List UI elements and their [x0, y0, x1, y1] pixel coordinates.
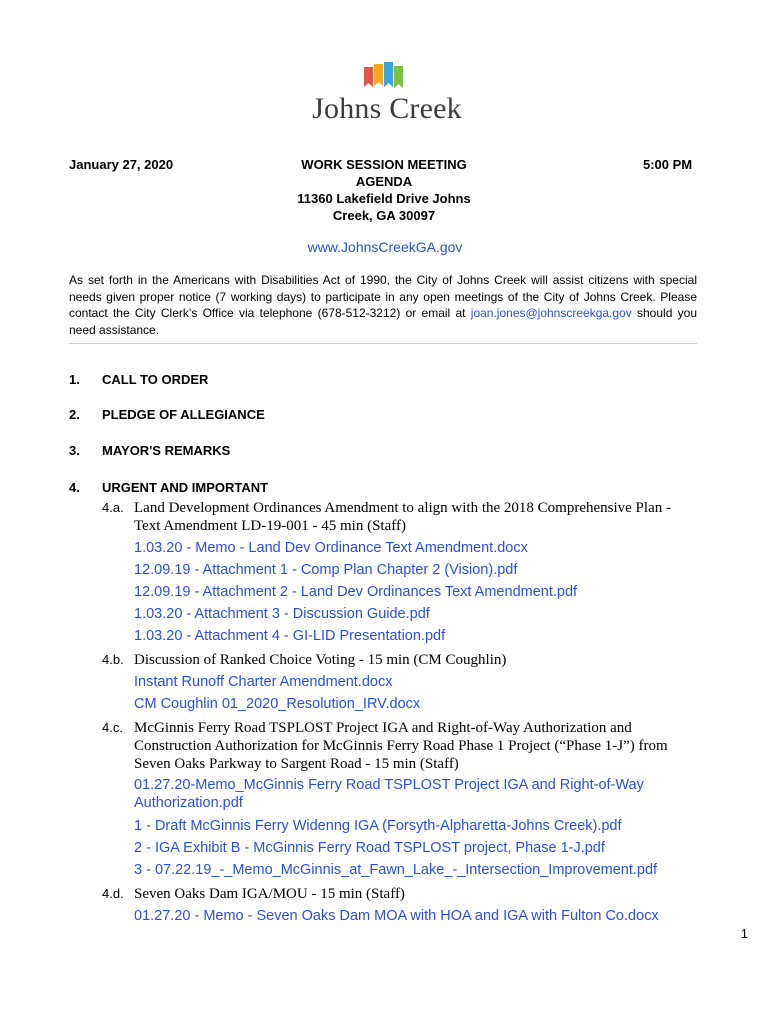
attachment-link[interactable]: 12.09.19 - Attachment 2 - Land Dev Ordinances Text Amendment.pdf: [134, 584, 578, 600]
sub-item-title: Seven Oaks Dam IGA/MOU - 15 min (Staff): [134, 886, 405, 902]
logo-text: Johns Creek: [312, 92, 462, 125]
page-number: 1: [740, 926, 748, 941]
sub-item-label: 4.c.: [102, 720, 123, 735]
sub-item-label: 4.a.: [102, 500, 124, 515]
attachment-link[interactable]: 1.03.20 - Attachment 4 - GI-LID Presentation.pdf: [134, 628, 446, 644]
sub-item-title: McGinnis Ferry Road TSPLOST Project IGA and Right-of-Way Authorization and Construction Authorization for McGinnis Ferry Road Phase 1 Project (“Phase 1-J”) from Seven Oaks Parkway to Sargent Road - 15 min (Staff): [134, 720, 668, 772]
agenda-item-number: 2.: [69, 407, 80, 422]
meeting-time: 5:00 PM: [643, 157, 693, 172]
agenda-item-urgent: URGENT AND IMPORTANT: [102, 480, 269, 495]
agenda-item-call-to-order: CALL TO ORDER: [102, 372, 209, 387]
attachment-link[interactable]: 3 - 07.22.19_-_Memo_McGinnis_at_Fawn_Lake_-_Intersection_Improvement.pdf: [134, 862, 658, 878]
attachment-link[interactable]: Instant Runoff Charter Amendment.docx: [134, 674, 393, 690]
attachment-link[interactable]: CM Coughlin 01_2020_Resolution_IRV.docx: [134, 696, 421, 712]
agenda-item-mayors-remarks: MAYOR'S REMARKS: [102, 443, 231, 458]
divider: [69, 343, 697, 344]
attachment-link-continued[interactable]: Authorization.pdf: [134, 795, 243, 811]
ada-notice-text: As set forth in the Americans with Disabilities Act of 1990, the City of Johns Creek will assist citizens with special needs given proper notice (7 working days) to participate in any open meetings of the City of Johns Creek. Please contact the City Clerk’s Office via telephone (678-512-3212) or email at: [69, 273, 697, 320]
attachment-link[interactable]: 12.09.19 - Attachment 1 - Comp Plan Chapter 2 (Vision).pdf: [134, 562, 518, 578]
attachment-link[interactable]: 2 - IGA Exhibit B - McGinnis Ferry Road TSPLOST project, Phase 1-J.pdf: [134, 840, 605, 856]
agenda-item-pledge: PLEDGE OF ALLEGIANCE: [102, 407, 265, 422]
meeting-address-line2: Creek, GA 30097: [332, 208, 436, 223]
agenda-item-number: 4.: [69, 480, 80, 495]
sub-item-title: Land Development Ordinances Amendment to align with the 2018 Comprehensive Plan - Text Amendment LD-19-001 - 45 min (Staff): [134, 500, 671, 534]
meeting-subtype: AGENDA: [355, 174, 413, 189]
attachment-link[interactable]: 1.03.20 - Memo - Land Dev Ordinance Text Amendment.docx: [134, 540, 528, 556]
logo-flags-icon: [312, 62, 462, 92]
meeting-address-line1: 11360 Lakefield Drive Johns: [297, 191, 471, 206]
clerk-email-link[interactable]: joan.jones@johnscreekga.gov: [470, 306, 632, 320]
attachment-link[interactable]: 1.03.20 - Attachment 3 - Discussion Guide.pdf: [134, 606, 430, 622]
attachment-link[interactable]: 01.27.20 - Memo - Seven Oaks Dam MOA with HOA and IGA with Fulton Co.docx: [134, 908, 659, 924]
website-link[interactable]: www.JohnsCreekGA.gov: [307, 239, 463, 255]
attachment-link[interactable]: 01.27.20-Memo_McGinnis Ferry Road TSPLOST Project IGA and Right-of-Way: [134, 777, 644, 793]
ada-notice: [69, 272, 697, 338]
agenda-item-number: 1.: [69, 372, 80, 387]
meeting-info: [268, 156, 500, 224]
ada-notice-suffix: should you need assistance.: [69, 306, 697, 337]
johns-creek-logo: [312, 62, 462, 134]
meeting-date: January 27, 2020: [69, 157, 174, 172]
meeting-type: WORK SESSION MEETING: [301, 157, 467, 172]
sub-item-label: 4.b.: [102, 652, 124, 667]
agenda-item-number: 3.: [69, 443, 80, 458]
sub-item-title: Discussion of Ranked Choice Voting - 15 min (CM Coughlin): [134, 652, 507, 668]
sub-item-label: 4.d.: [102, 886, 124, 901]
attachment-link[interactable]: 1 - Draft McGinnis Ferry Widenng IGA (Forsyth-Alpharetta-Johns Creek).pdf: [134, 818, 622, 834]
